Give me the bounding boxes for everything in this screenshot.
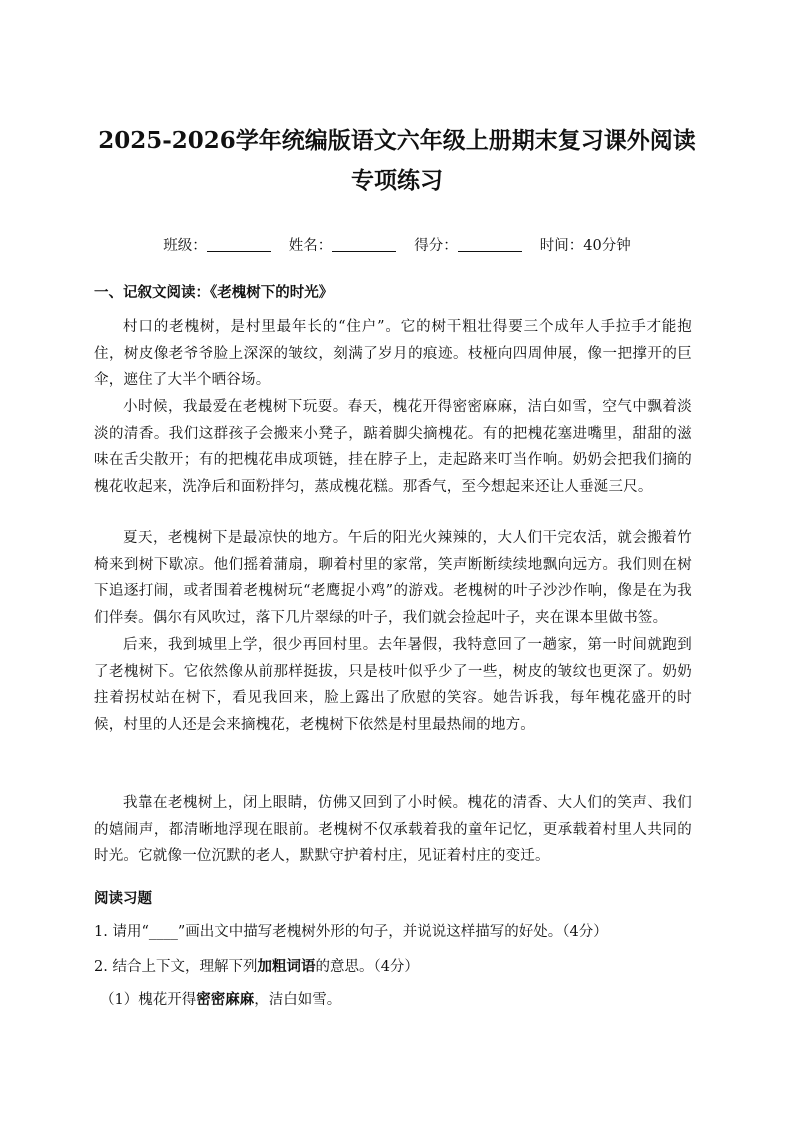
question-2: [94, 955, 419, 979]
student-info-line: [0, 234, 794, 258]
class-blank[interactable]: [207, 236, 271, 252]
question-2-text-pre: 2. 结合上下文，理解下列: [94, 959, 258, 975]
paragraph-1: 村口的老槐树，是村里最年长的“住户”。它的树干粗壮得要三个成年人手拉手才能抱住，树皮像老爷爷脸上深深的皱纹，刻满了岁月的痕迹。枝桠向四周伸展，像一把撑开的巨伞，遮住了大半个晒谷场。: [94, 319, 692, 388]
exercise-title: 阅读习题: [94, 890, 152, 907]
sub-1-text-post: ，洁白如雪。: [254, 992, 342, 1008]
question-2-text-post: 的意思。（4分）: [315, 959, 419, 975]
question-2-sub-1: [100, 988, 341, 1012]
question-2-bold-text: 加粗词语: [257, 958, 316, 975]
question-1: 1. 请用“____”画出文中描写老槐树外形的句子，并说说这样描写的好处。（4分）: [94, 924, 608, 940]
time-text: 时间：40分钟: [539, 238, 631, 254]
sub-1-text-pre: （1）槐花开得: [100, 992, 197, 1008]
document-title-line2: 专项练习: [351, 167, 443, 194]
score-blank[interactable]: [458, 236, 522, 252]
name-blank[interactable]: [332, 236, 396, 252]
section-title-narrative-reading: 一、记叙文阅读：《老槐树下的时光》: [94, 284, 334, 301]
class-label: 班级：: [163, 238, 207, 254]
paragraph-4: 后来，我到城里上学，很少再回村里。去年暑假，我特意回了一趟家，第一时间就跑到了老槐树下。它依然像从前那样挺拔，只是枝叶似乎少了一些，树皮的皱纹也更深了。奶奶拄着拐杖站在树下，看见我回来，脸上露出了欣慰的笑容。她告诉我，每年槐花盛开的时候，村里的人还是会来摘槐花，老槐树下依然是村里最热闹的地方。: [94, 637, 692, 733]
sub-1-bold-word: 密密麻麻: [196, 991, 255, 1008]
paragraph-2: 小时候，我最爱在老槐树下玩耍。春天，槐花开得密密麻麻，洁白如雪，空气中飘着淡淡的清香。我们这群孩子会搬来小凳子，踮着脚尖摘槐花。有的把槐花塞进嘴里，甜甜的滋味在舌尖散开；有的把槐花串成项链，挂在脖子上，走起路来叮当作响。奶奶会把我们摘的槐花收起来，洗净后和面粉拌匀，蒸成槐花糕。那香气，至今想起来还让人垂涎三尺。: [94, 399, 692, 495]
paragraph-5: 我靠在老槐树上，闭上眼睛，仿佛又回到了小时候。槐花的清香、大人们的笑声、我们的嬉闹声，都清晰地浮现在眼前。老槐树不仅承载着我的童年记忆，更承载着村里人共同的时光。它就像一位沉默的老人，默默守护着村庄，见证着村庄的变迁。: [94, 795, 692, 864]
name-label: 姓名：: [288, 238, 333, 254]
score-label: 得分：: [414, 238, 458, 254]
paragraph-3: 夏天，老槐树下是最凉快的地方。午后的阳光火辣辣的，大人们干完农活，就会搬着竹椅来到树下歇凉。他们摇着蒲扇，聊着村里的家常，笑声断断续续地飘向远方。我们则在树下追逐打闹，或者围着老槐树玩“老鹰捉小鸡”的游戏。老槐树的叶子沙沙作响，像是在为我们伴奏。偶尔有风吹过，落下几片翠绿的叶子，我们就会捡起叶子，夹在课本里做书签。: [94, 530, 692, 626]
document-title-line1: 2025-2026学年统编版语文六年级上册期末复习课外阅读: [98, 127, 696, 154]
